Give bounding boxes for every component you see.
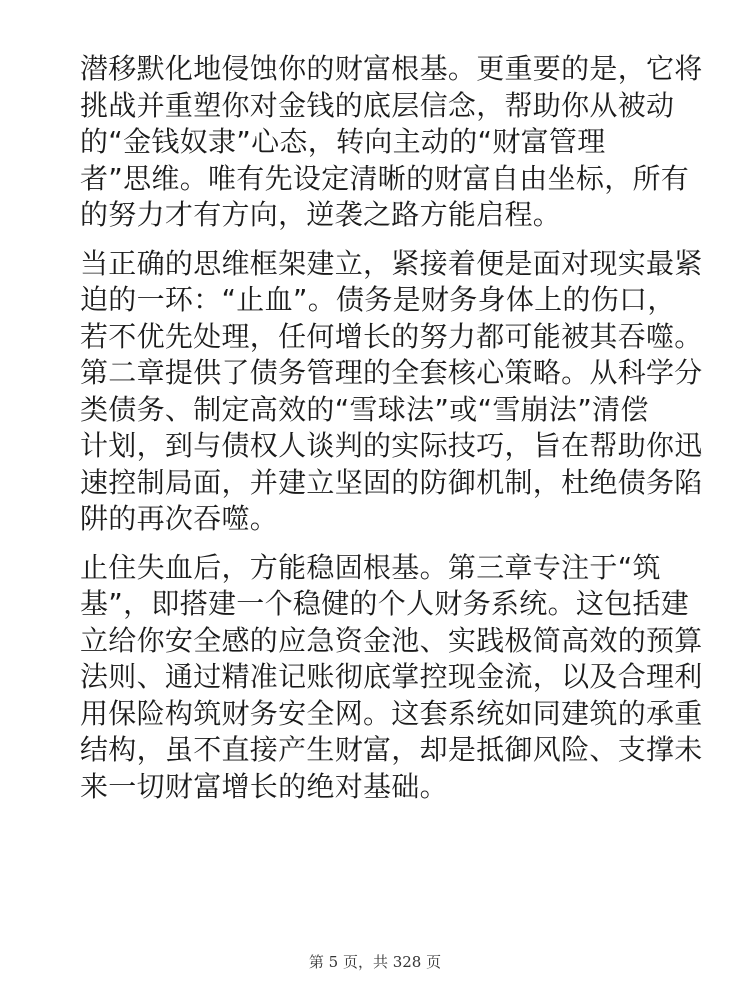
paragraph-2 [80, 246, 703, 538]
paragraph-3 [80, 550, 703, 806]
text-line: 用保险构筑财务安全网。这套系统如同建筑的承重 [80, 696, 703, 730]
text-line: 第二章提供了债务管理的全套核心策略。从科学分 [80, 356, 703, 389]
text-line: 若不优先处理，任何增长的努力都可能被其吞噬。 [80, 319, 703, 353]
text-line: 阱的再次吞噬。 [80, 502, 279, 535]
text-line: 者”思维。唯有先设定清晰的财富自由坐标，所有 [80, 161, 690, 195]
text-line: 当正确的思维框架建立，紧接着便是面对现实最紧 [80, 246, 703, 280]
text-line: 立给你安全感的应急资金池、实践极简高效的预算 [80, 623, 703, 657]
text-line: 来一切财富增长的绝对基础。 [80, 769, 448, 803]
text-line: 的“金钱奴隶”心态，转向主动的“财富管理 [80, 125, 606, 158]
text-line: 挑战并重塑你对金钱的底层信念，帮助你从被动 [80, 88, 675, 122]
text-line: 潜移默化地侵蚀你的财富根基。更重要的是，它将 [80, 52, 703, 85]
text-line: 类债务、制定高效的“雪球法”或“雪崩法”清偿 [80, 392, 649, 426]
text-line: 的努力才有方向，逆袭之路方能启程。 [80, 198, 562, 231]
page-number: 第 5 页，共 328 页 [308, 953, 442, 971]
text-line: 速控制局面，并建立坚固的防御机制，杜绝债务陷 [80, 465, 703, 499]
paragraph-1 [80, 51, 703, 234]
text-line: 迫的一环：“止血”。债务是财务身体上的伤口， [80, 283, 676, 316]
body-text [80, 51, 703, 817]
text-line: 基”，即搭建一个稳健的个人财务系统。这包括建 [80, 587, 690, 620]
text-line: 止住失血后，方能稳固根基。第三章专注于“筑 [80, 550, 661, 584]
text-line: 计划，到与债权人谈判的实际技巧，旨在帮助你迅 [80, 429, 703, 462]
text-line: 法则、通过精准记账彻底掌控现金流，以及合理利 [80, 660, 703, 693]
text-line: 结构，虽不直接产生财富，却是抵御风险、支撑未 [80, 733, 703, 766]
